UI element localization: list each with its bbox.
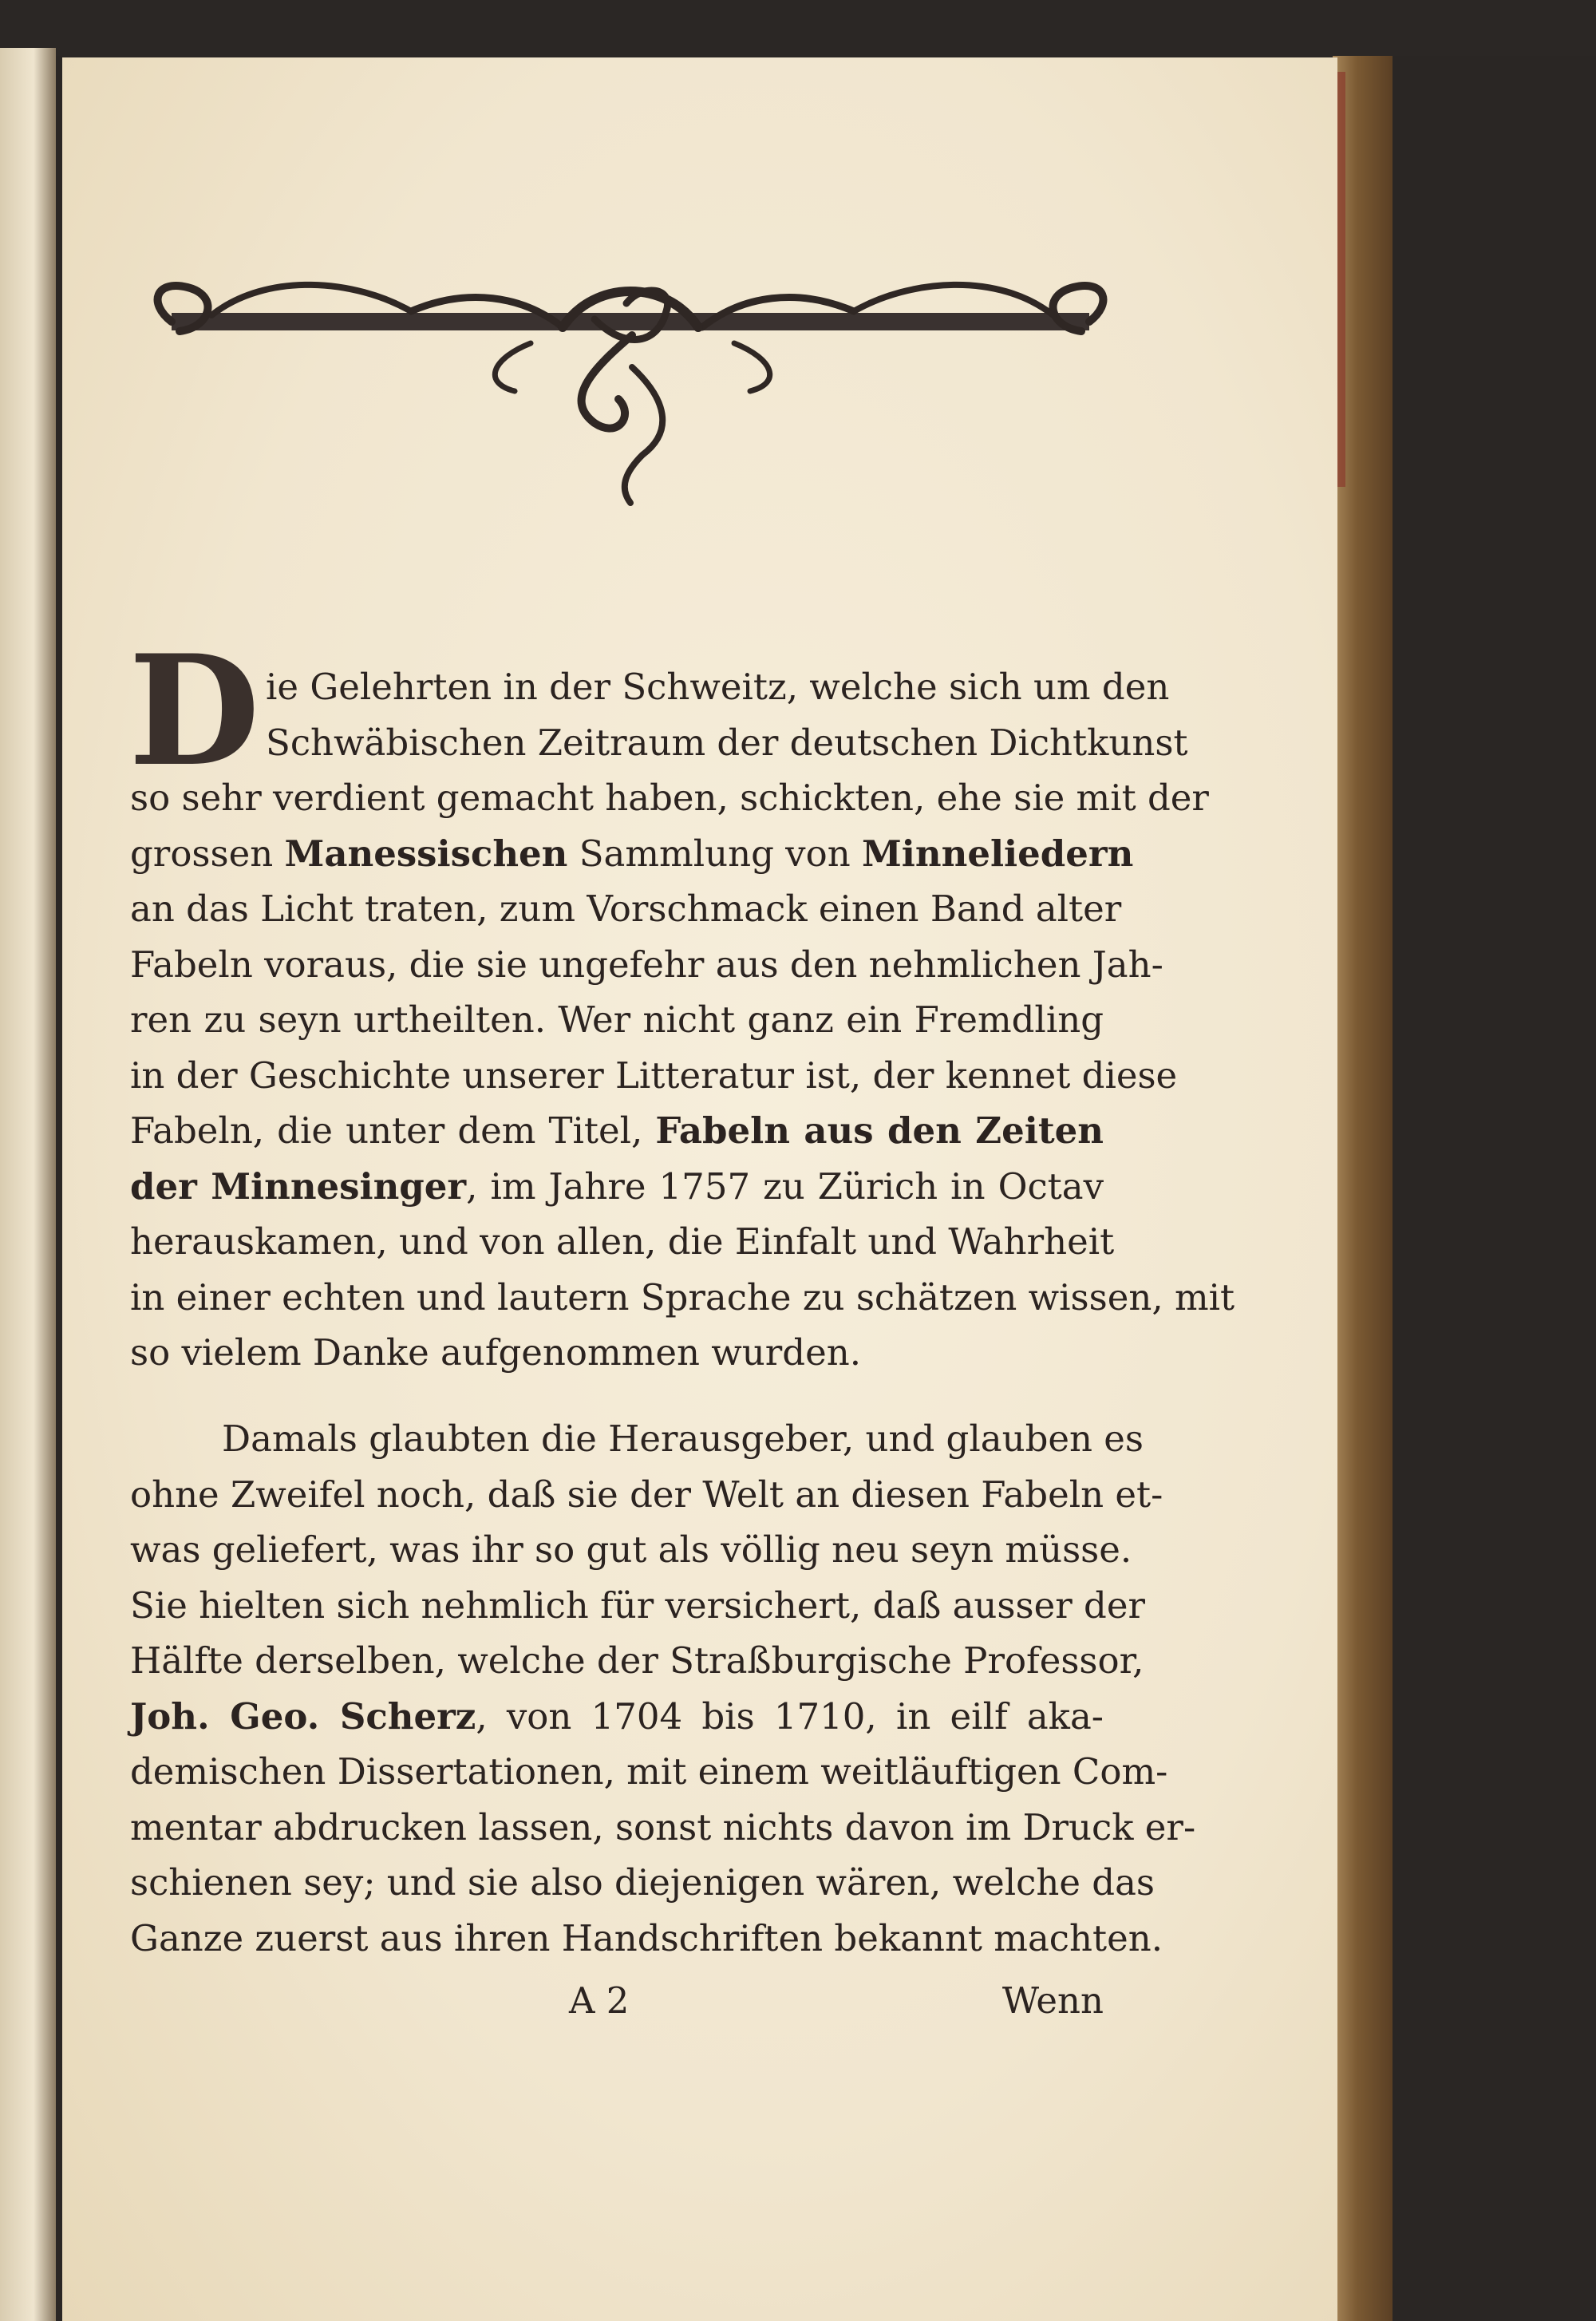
emphasized-text: Joh. Geo. Scherz: [130, 1694, 476, 1738]
cover-edge-stain: [1337, 72, 1345, 487]
text-segment: , im Jahre 1757 zu Zürich in Octav: [466, 1164, 1104, 1208]
emphasized-text: Fabeln aus den Zeiten: [655, 1109, 1104, 1152]
text-line: [130, 1522, 1132, 1578]
text-segment: Fabeln, die unter dem Titel,: [130, 1109, 656, 1152]
text-segment: was geliefert, was ihr so gut als völlig neu seyn müsse.: [130, 1528, 1132, 1571]
text-segment: ohne Zweifel noch, daß sie der Welt an diesen Fabeln et-: [130, 1473, 1163, 1516]
emphasized-text: Minneliedern: [861, 832, 1134, 875]
text-segment: Damals glaubten die Herausgeber, und glauben es: [222, 1418, 1144, 1460]
headpiece-ornament: [148, 271, 1117, 511]
text-segment: Hälfte derselben, welche der Straßburgische Professor,: [130, 1639, 1144, 1682]
text-segment: herauskamen, und von allen, die Einfalt und Wahrheit: [130, 1220, 1115, 1263]
text-line: [130, 1159, 1104, 1215]
emphasized-text: Manessischen: [284, 832, 568, 875]
text-line: [130, 937, 1163, 993]
paragraph-lines: [130, 659, 1235, 1381]
text-segment: Ganze zuerst aus ihren Handschriften bekannt machten.: [130, 1916, 1163, 1959]
text-line: [130, 1214, 1115, 1270]
text-segment: ren zu seyn urtheilten. Wer nicht ganz ein Fremdling: [130, 998, 1104, 1041]
text-line: [130, 826, 1134, 882]
text-line: [130, 1325, 1104, 1381]
text-line: [130, 1689, 1104, 1745]
text-line: [130, 1270, 1235, 1326]
page-footer: [130, 1979, 1104, 2035]
text-line: [130, 1633, 1144, 1689]
paragraph-1: [128, 622, 1235, 1381]
text-segment: so vielem Danke aufgenommen wurden.: [130, 1331, 861, 1374]
text-segment: in der Geschichte unserer Litteratur ist, der kennet diese: [130, 1054, 1178, 1097]
text-segment: Fabeln voraus, die sie ungefehr aus den nehmlichen Jah-: [130, 943, 1163, 986]
text-line: [130, 1744, 1168, 1800]
text-segment: in einer echten und lautern Sprache zu schätzen wissen, mit: [130, 1275, 1235, 1319]
catchword: Wenn: [1001, 1979, 1104, 2022]
text-line: [130, 1048, 1178, 1104]
text-line: [130, 715, 1188, 771]
text-segment: schienen sey; und sie also diejenigen wären, welche das: [130, 1861, 1155, 1904]
text-segment: Sie hielten sich nehmlich für versichert, daß ausser der: [130, 1584, 1145, 1627]
text-segment: an das Licht traten, zum Vorschmack einen Band alter: [130, 888, 1122, 930]
scan-background-top: [0, 0, 1596, 56]
text-line: [130, 1411, 1144, 1467]
text-line: [130, 1467, 1163, 1523]
facing-page-edge: [0, 48, 56, 2321]
text-line: [130, 1578, 1145, 1634]
text-segment: , von 1704 bis 1710, in eilf aka-: [476, 1694, 1104, 1738]
paragraph-2: [130, 1411, 1196, 1966]
text-segment: Schwäbischen Zeitraum der deutschen Dichtkunst: [266, 721, 1188, 764]
text-line: [130, 1800, 1196, 1856]
paragraph-lines: [130, 1411, 1196, 1966]
text-line: [130, 992, 1104, 1048]
text-segment: grossen: [130, 832, 285, 875]
text-segment: Sammlung von: [567, 832, 862, 875]
text-segment: ie Gelehrten in der Schweitz, welche sich um den: [266, 666, 1170, 708]
drop-cap: D: [128, 622, 260, 800]
text-segment: so sehr verdient gemacht haben, schickten, ehe sie mit der: [130, 777, 1209, 819]
text-line: [130, 770, 1209, 826]
text-line: [130, 1911, 1163, 1967]
text-segment: demischen Dissertationen, mit einem weitläuftigen Com-: [130, 1750, 1168, 1793]
text-segment: mentar abdrucken lassen, sonst nichts davon im Druck er-: [130, 1805, 1196, 1848]
signature-mark: A 2: [569, 1979, 630, 2022]
text-line: [130, 1855, 1155, 1911]
emphasized-text: der Minnesinger: [130, 1164, 467, 1208]
text-line: [130, 881, 1122, 937]
text-line: [130, 659, 1170, 715]
text-line: [130, 1103, 1104, 1159]
